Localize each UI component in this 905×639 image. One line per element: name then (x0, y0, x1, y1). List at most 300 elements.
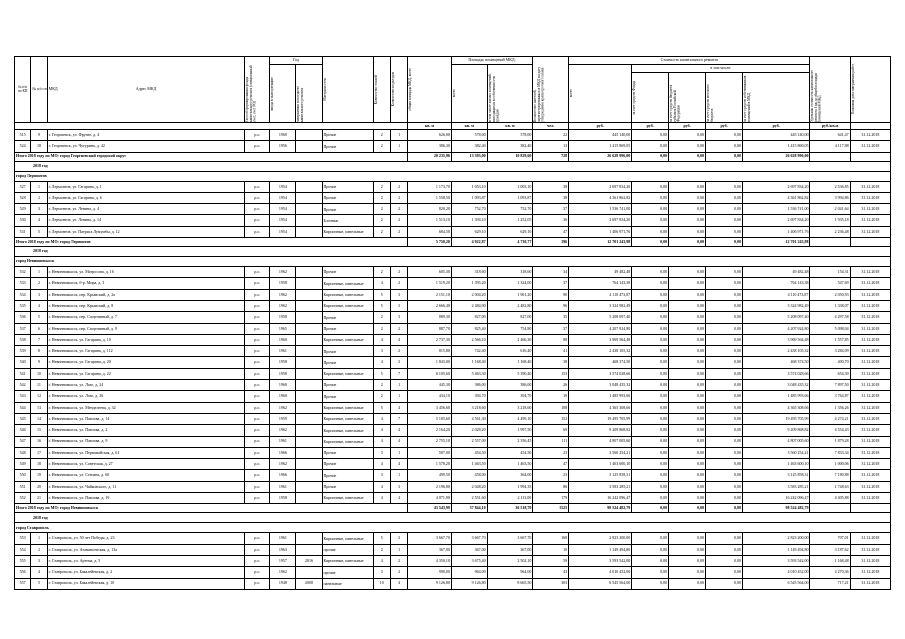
table-cell: 1962 (270, 567, 296, 578)
table-cell: 964,00 (487, 567, 533, 578)
table-cell: 0,00 (706, 413, 743, 424)
table-cell: 7 (31, 334, 47, 345)
table-cell: 2 (373, 323, 390, 334)
table-cell: 0,00 (669, 567, 706, 578)
table-cell: 0,00 (706, 493, 743, 504)
table-cell: 3 (373, 470, 390, 481)
table-cell (296, 278, 322, 289)
table-cell: 0,00 (669, 578, 706, 589)
table-cell: 31.12.2018 (850, 425, 890, 436)
total-cell: 728 (533, 152, 569, 161)
table-cell: 4 (373, 334, 390, 345)
table-cell: 1960 (270, 334, 296, 345)
total-cell: 0,00 (632, 152, 669, 161)
table-cell: 4 207 924,80 (569, 323, 632, 334)
table-cell: 0,00 (632, 278, 669, 289)
table-cell: 827,00 (451, 312, 487, 323)
total-cell: 0,00 (632, 238, 669, 247)
table-cell: 38 (533, 357, 569, 368)
table-cell: 153 (533, 368, 569, 379)
table-cell: Кирпичные, панельные (322, 555, 373, 566)
table-cell: 31.12.2018 (850, 555, 890, 566)
table-cell: 5 (373, 300, 390, 311)
table-cell: г. Невинномысск, ул. Первомайская, д. 61 (47, 447, 245, 458)
table-cell: 742,40 (451, 346, 487, 357)
table-cell: 1 394,10 (451, 215, 487, 226)
col-wall-material-label: Материал стен (322, 78, 327, 101)
table-cell: 1 053,10 (451, 181, 487, 192)
table-cell (296, 323, 322, 334)
table-cell: Прочие (322, 447, 373, 458)
table-cell: 0,00 (632, 544, 669, 555)
table-cell: 0,00 (632, 533, 669, 544)
total-cell: 26 628 996,00 (743, 152, 810, 161)
table-cell: г. Ставрополь, ул. Артема, д. 5 (47, 555, 245, 566)
table-cell: 4 361 862,82 (569, 192, 632, 203)
table-cell: 5 098,04 (810, 323, 850, 334)
table-cell: 0,00 (632, 215, 669, 226)
table-cell: 0,00 (706, 204, 743, 215)
table-cell: 1 406 971,76 (569, 226, 632, 237)
table-cell: 0,00 (632, 425, 669, 436)
table-cell: 1 168,40 (451, 357, 487, 368)
table-cell: 5 463,30 (451, 368, 487, 379)
table-cell: 3 (31, 204, 47, 215)
table-row (15, 413, 891, 424)
table-cell: 1 843,00 (408, 357, 451, 368)
table-cell: 0,00 (706, 357, 743, 368)
table-cell: г. Лермонтов, ул. Патриса Лумумбы, д. 12 (47, 226, 245, 237)
table-cell: 3 324 982,49 (569, 300, 632, 311)
table-cell: 26 (533, 380, 569, 391)
table-cell: 2 (31, 192, 47, 203)
table-cell: 1959 (270, 413, 296, 424)
table-cell: р.о. (245, 130, 270, 141)
table-cell: 535 (15, 300, 31, 311)
table-cell: 2 (373, 141, 390, 152)
table-cell: 3 (390, 300, 407, 311)
table-cell: 4 (373, 278, 390, 289)
table-cell: 1 (390, 391, 407, 402)
table-cell: 1 356,26 (810, 402, 850, 413)
table-cell: 550 (15, 470, 31, 481)
col-area-total (451, 65, 487, 123)
unit-cell: кв. м (487, 123, 533, 130)
table-cell: 9 (31, 130, 47, 141)
table-cell (296, 334, 322, 345)
table-cell: 4 207 924,80 (743, 323, 810, 334)
table-cell: 4 (31, 300, 47, 311)
table-cell: 303 (533, 578, 569, 589)
table-cell: р.о. (245, 215, 270, 226)
table-cell: 0,00 (669, 368, 706, 379)
table-cell: 2 041,64 (810, 204, 850, 215)
total-label: Итого 2018 году по МО: город Лермонтов (15, 238, 408, 247)
table-cell: 367,00 (451, 544, 487, 555)
table-cell: 547,69 (810, 278, 850, 289)
table-cell: 43 (533, 567, 569, 578)
table-cell: 1958 (270, 357, 296, 368)
table-cell: 605,30 (408, 267, 451, 278)
col-residents-label: Количество жителей, зарегистрированных в МКД на дату утверждения краткосрочного плана (533, 66, 545, 122)
table-cell: 19 495 705,99 (743, 413, 810, 424)
table-cell: Кирпичные, панельные (322, 300, 373, 311)
table-cell: 2 697 834,20 (743, 215, 810, 226)
table-cell: 2 502,10 (487, 555, 533, 566)
table-cell: 1962 (270, 300, 296, 311)
col-cost-owners (743, 73, 810, 123)
table-cell: 2 (390, 555, 407, 566)
table-cell: 2 151,10 (408, 289, 451, 300)
table-cell: панельные (322, 578, 373, 589)
table-row (15, 402, 891, 413)
table-cell: Кирпичные, панельные (322, 493, 373, 504)
table-cell: 0,00 (706, 181, 743, 192)
table-cell: р.о. (245, 334, 270, 345)
table-cell: г. Невинномысск, б-р. Мира, д. 3 (47, 278, 245, 289)
table-cell: 0,00 (669, 391, 706, 402)
table-cell: 0,00 (669, 357, 706, 368)
table-cell: 31.12.2018 (850, 567, 890, 578)
table-cell (296, 204, 322, 215)
table-cell: 3 (390, 289, 407, 300)
table-cell: 31.12.2018 (850, 300, 890, 311)
table-cell: 6 545 564,00 (743, 578, 810, 589)
table-cell: 3 (373, 567, 390, 578)
table-cell: Прочие (322, 192, 373, 203)
table-cell: 1966 (270, 447, 296, 458)
table-cell: 5 208 097,40 (743, 312, 810, 323)
col-num-pp: № п/п по КП (15, 57, 31, 123)
units-row (15, 123, 891, 130)
table-cell: 1 (390, 141, 407, 152)
table-cell: Кирпичные, панельные (322, 402, 373, 413)
table-cell: 4 010 452,00 (743, 567, 810, 578)
total-cell: 0,00 (669, 504, 706, 513)
table-cell (296, 181, 322, 192)
table-cell: 815,80 (408, 346, 451, 357)
table-cell: 23 (533, 447, 569, 458)
table-cell: 1957 (270, 555, 296, 566)
table-cell: р.о. (245, 368, 270, 379)
table-cell: 0,00 (706, 267, 743, 278)
table-cell: 0,00 (632, 289, 669, 300)
table-cell: 2 236,48 (810, 226, 850, 237)
table-cell: 0,00 (669, 204, 706, 215)
table-cell: 38 (533, 181, 569, 192)
table-cell: 0,00 (632, 380, 669, 391)
table-cell: 0,00 (669, 267, 706, 278)
table-cell: 2 (373, 192, 390, 203)
table-cell: 454,50 (451, 447, 487, 458)
table-cell: р.о. (245, 425, 270, 436)
table-cell: 1963 (270, 544, 296, 555)
table-cell: 468 374,50 (569, 357, 632, 368)
total-cell: 98 524 482,79 (743, 504, 810, 513)
table-cell: 0,00 (669, 493, 706, 504)
table-cell: 3 994,86 (810, 192, 850, 203)
table-cell: 37 (533, 323, 569, 334)
table-cell: 2 466,30 (487, 334, 533, 345)
table-cell: 7 833,34 (810, 447, 850, 458)
table-cell: 1954 (270, 215, 296, 226)
table-cell: 0,00 (632, 368, 669, 379)
table-cell: 1960 (270, 380, 296, 391)
table-cell: Кирпичные, панельные (322, 226, 373, 237)
table-cell: 0,00 (669, 130, 706, 141)
table-cell: 1 338,07 (810, 300, 850, 311)
table-cell: 20 (31, 481, 47, 492)
table-cell: 538 (15, 334, 31, 345)
table-cell: 1 (31, 533, 47, 544)
table-cell: 548 (15, 447, 31, 458)
table-cell: 887,70 (408, 323, 451, 334)
table-cell: 5 390,40 (487, 368, 533, 379)
table-cell (296, 391, 322, 402)
table-cell: 1 557,85 (810, 334, 850, 345)
table-cell: 2 (390, 323, 407, 334)
unit-cell: руб. (743, 123, 810, 130)
table-cell: 556 (15, 567, 31, 578)
table-cell: 1961 (270, 436, 296, 447)
table-cell: 1 (390, 470, 407, 481)
table-cell: 0,00 (632, 567, 669, 578)
table-cell: 0,00 (632, 141, 669, 152)
table-cell: 1 093,87 (451, 192, 487, 203)
table-cell: 4 554,43 (810, 425, 850, 436)
table-cell: 540 (15, 357, 31, 368)
table-cell: 0,00 (632, 130, 669, 141)
table-cell: 22 (533, 130, 569, 141)
table-cell: р.о. (245, 181, 270, 192)
table-cell: 3 (390, 312, 407, 323)
table-cell: 3 125 858,31 (743, 470, 810, 481)
unit-cell: чел. (533, 123, 569, 130)
table-cell: 21 (31, 493, 47, 504)
table-cell: 616,40 (487, 346, 533, 357)
table-cell: 386,30 (408, 141, 451, 152)
table-cell: 3 (390, 357, 407, 368)
table-cell: 18 (31, 459, 47, 470)
table-cell: р.о. (245, 346, 270, 357)
table-cell: р.о. (245, 391, 270, 402)
total-cell: 20 235,96 (408, 152, 451, 161)
table-cell: 1 (390, 380, 407, 391)
table-cell: 31.12.2018 (850, 357, 890, 368)
table-cell: г. Невинномысск, ул. Степана, д. 60 (47, 470, 245, 481)
table-cell: 5 (31, 312, 47, 323)
col-area-residential (487, 65, 533, 123)
table-cell: 0,00 (632, 323, 669, 334)
table-cell: 1 994,35 (487, 481, 533, 492)
table-cell: 0,00 (706, 402, 743, 413)
table-cell: 539 (15, 346, 31, 357)
table-cell: 5 (31, 226, 47, 237)
table-cell: 31.12.2018 (850, 346, 890, 357)
table-cell: 5 (373, 402, 390, 413)
table-cell: 524 (15, 141, 31, 152)
table-cell: 1958 (270, 278, 296, 289)
table-cell: 3 667,70 (487, 533, 533, 544)
table-cell: 5 (373, 289, 390, 300)
table-cell: 1 463,50 (487, 459, 533, 470)
table-cell: 1 000,06 (810, 459, 850, 470)
table-cell: 1 415 869,05 (569, 141, 632, 152)
table-row (15, 578, 891, 589)
table-cell (296, 300, 322, 311)
table-cell: 1 149 494,80 (743, 544, 810, 555)
table-cell: 111 (533, 436, 569, 447)
table-cell: 626,00 (408, 130, 451, 141)
total-label: Итого 2018 году по МО: город Невинномысск (15, 504, 408, 513)
table-body (15, 130, 891, 590)
total-cell: 0,00 (632, 504, 669, 513)
table-cell: 400,70 (810, 357, 850, 368)
table-cell: 3 (373, 346, 390, 357)
col-year-group: Год (270, 57, 322, 65)
total-cell: 0,00 (669, 238, 706, 247)
table-cell: 3 560 254,21 (569, 447, 632, 458)
table-cell: 10 (31, 368, 47, 379)
table-cell: 454,50 (487, 447, 533, 458)
table-cell: г. Невинномысск, ул. Павлова, д. 19 (47, 493, 245, 504)
col-cost-regional-label: за счет средств бюджета субъекта Российской Федерации (669, 84, 681, 122)
table-cell: 7 (390, 413, 407, 424)
table-cell (296, 481, 322, 492)
table-cell: 4 (373, 481, 390, 492)
table-cell: 0,00 (706, 567, 743, 578)
table-cell: 0,00 (669, 323, 706, 334)
col-fund-method (245, 57, 270, 123)
table-cell: г. Невинномысск, ул. Павлова, д. 9 (47, 436, 245, 447)
table-cell: 1961 (270, 533, 296, 544)
col-deadline (850, 57, 890, 123)
table-cell: 1965 (270, 323, 296, 334)
table-cell: 0,00 (669, 181, 706, 192)
table-cell: 4 807 005,60 (569, 436, 632, 447)
table-cell: 2 (390, 346, 407, 357)
table-cell: 31.12.2018 (850, 130, 890, 141)
table-cell: р.о. (245, 578, 270, 589)
table-cell (296, 544, 322, 555)
table-cell: 2 566,10 (451, 334, 487, 345)
table-header (15, 57, 891, 130)
table-cell: 0,00 (632, 578, 669, 589)
table-cell: 3 593 542,00 (569, 555, 632, 566)
table-cell: 5 208 097,40 (569, 312, 632, 323)
table-cell: 553 (15, 533, 31, 544)
table-cell: Блочные (322, 215, 373, 226)
table-cell: 1948 (270, 578, 296, 589)
table-cell: р.о. (245, 436, 270, 447)
table-cell: 499,50 (408, 470, 451, 481)
table-cell: 542 (15, 380, 31, 391)
table-cell: 1 093,87 (487, 192, 533, 203)
table-cell: 2 (390, 567, 407, 578)
table-cell: 1962 (270, 267, 296, 278)
table-cell (296, 413, 322, 424)
table-cell: 13 (533, 141, 569, 152)
table-cell: 31.12.2018 (850, 215, 890, 226)
table-cell: р.о. (245, 289, 270, 300)
table-cell: 9 126,80 (408, 578, 451, 589)
table-cell: 394,70 (487, 391, 533, 402)
table-cell: 578,00 (451, 130, 487, 141)
table-cell: 4 (390, 436, 407, 447)
table-cell: 0,00 (632, 470, 669, 481)
table-cell: 0,00 (632, 413, 669, 424)
table-cell: 1 168,40 (487, 357, 533, 368)
table-cell: Прочие (322, 181, 373, 192)
table-cell: 3 593 542,00 (743, 555, 810, 566)
table-cell: 0,00 (706, 323, 743, 334)
table-cell: 2 482,80 (487, 300, 533, 311)
table-cell: 0,00 (706, 300, 743, 311)
total-cell: 1525 (533, 504, 569, 513)
table-cell: 1954 (270, 204, 296, 215)
table-cell: 318,60 (451, 267, 487, 278)
table-cell: 31.12.2018 (850, 181, 890, 192)
total-cell: 37 844,10 (451, 504, 487, 513)
table-cell: 0,00 (669, 402, 706, 413)
table-cell: 382,40 (451, 141, 487, 152)
table-cell: р.о. (245, 555, 270, 566)
total-cell: 26 628 996,00 (569, 152, 632, 161)
col-floors-label: Количество этажей (373, 74, 378, 105)
table-cell: р.о. (245, 278, 270, 289)
table-cell: Прочие (322, 380, 373, 391)
table-cell: г. Георгиевск, ул. Чугурина, д. 42 (47, 141, 245, 152)
table-cell: Прочие (322, 481, 373, 492)
table-cell: 31.12.2018 (850, 447, 890, 458)
table-cell: 1956 (270, 141, 296, 152)
table-cell: 530 (15, 215, 31, 226)
total-cell: 0,00 (706, 504, 743, 513)
table-cell: 4 (390, 334, 407, 345)
col-year-last-repair (296, 65, 322, 123)
table-cell: 3 675,40 (451, 555, 487, 566)
table-cell: 0,00 (632, 447, 669, 458)
table-cell: 3 218,60 (487, 402, 533, 413)
col-floors (373, 57, 390, 123)
table-cell: 1960 (270, 130, 296, 141)
table-cell: 0,00 (669, 312, 706, 323)
table-cell: 754,80 (487, 323, 533, 334)
table-cell (296, 459, 322, 470)
table-cell: 445 140,00 (743, 130, 810, 141)
col-address: Адрес МКД (47, 57, 245, 123)
table-cell: 2 (373, 380, 390, 391)
table-row (15, 380, 891, 391)
table-cell: 531 (15, 226, 31, 237)
table-cell: р.о. (245, 493, 270, 504)
table-cell: 2 (390, 226, 407, 237)
table-cell: 820,20 (408, 204, 451, 215)
table-cell: Прочие (322, 459, 373, 470)
table-cell: 4 (373, 425, 390, 436)
table-cell: 0,00 (706, 391, 743, 402)
table-row (15, 470, 891, 481)
table-cell: 16 242 096,47 (569, 493, 632, 504)
col-cost-fund-label: за счет средств Фонда (632, 80, 637, 115)
table-cell: 1958 (270, 312, 296, 323)
table-cell: 2 (373, 544, 390, 555)
table-cell: 31.12.2018 (850, 544, 890, 555)
total-cell: 12 701 243,98 (569, 238, 632, 247)
table-cell: 0,00 (669, 481, 706, 492)
table-cell: 552 (15, 493, 31, 504)
table-cell: г. Невинномысск, ул. Гагарина, д. 112 (47, 346, 245, 357)
